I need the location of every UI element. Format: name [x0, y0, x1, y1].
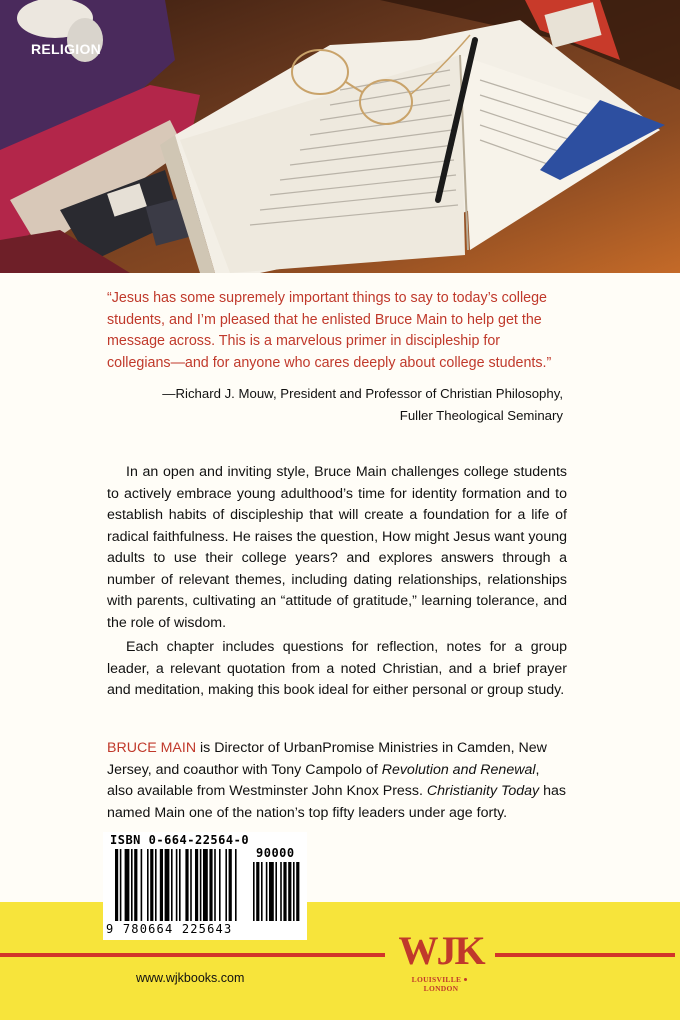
category-label: RELIGION	[31, 41, 102, 57]
city-left: LOUISVILLE	[411, 975, 462, 984]
barcode-bar	[165, 849, 170, 921]
barcode-bar	[147, 849, 149, 921]
barcode-addon-bar	[266, 862, 268, 921]
barcode-bar	[209, 849, 212, 921]
city-right: LONDON	[423, 984, 459, 993]
barcode-addon-bar	[283, 862, 286, 921]
publisher-website[interactable]: www.wjkbooks.com	[136, 971, 245, 985]
endorsement-attribution	[107, 383, 563, 426]
barcode-bar	[185, 849, 188, 921]
barcode-bar	[200, 849, 202, 921]
description-paragraph-1: In an open and inviting style, Bruce Main challenges college students to actively embrace young adulthood’s time for identity formation and to establish habits of discipleship that will create a foundation for a life of radical faithfulness. He raises the question, How might Jesus want young adults to use their college years? and explores answers through a number of relevant themes, including dating relationships, relationships with parents, cultivating an “attitude of gratitude,” learning tolerance, and the role of wisdom.	[107, 464, 567, 631]
red-rule-right	[495, 953, 675, 957]
barcode-bar	[171, 849, 173, 921]
dot-icon	[464, 978, 467, 981]
barcode-bar	[179, 849, 181, 921]
barcode-addon-bar	[253, 862, 255, 921]
barcode-bar	[115, 849, 118, 921]
barcode-addon-bar	[293, 862, 295, 921]
barcode-bar	[176, 849, 178, 921]
isbn-number: ISBN 0-664-22564-0	[110, 833, 250, 847]
red-rule-left	[0, 953, 385, 957]
barcode-bar	[120, 849, 122, 921]
barcode-bar	[229, 849, 232, 921]
book-title: Revolution and Renewal	[381, 761, 536, 778]
logo-mark: WJK	[398, 928, 484, 973]
barcode-bar	[131, 849, 133, 921]
barcode-addon-bar	[280, 862, 282, 921]
bio-text-3: has named Main one of the nation’s top fifty leaders under age forty.	[107, 783, 566, 821]
desk-photo-illustration	[0, 0, 680, 273]
logo-cities	[395, 975, 487, 993]
magazine-title: Christianity Today	[426, 783, 540, 799]
bio-text-1: is Director of UrbanPromise Ministries in Camden, New Jersey, and coauthor with Tony Campolo of	[107, 740, 547, 778]
barcode-bar	[134, 849, 137, 921]
bio-text-2: , also available from Westminster John Knox Press.	[107, 761, 540, 799]
barcode-bar	[141, 849, 143, 921]
barcode-bar	[225, 849, 227, 921]
barcode-bar	[214, 849, 216, 921]
barcode-bar	[125, 849, 130, 921]
barcode-bar	[203, 849, 208, 921]
endorsement-quote: “Jesus has some supremely important things to say to today’s college students, and I’m pleased that he enlisted Bruce Main to help get the message across. This is a marvelous primer in discipleship for collegians—and for anyone who cares deeply about college students.”	[107, 290, 552, 371]
publisher-logo	[389, 929, 493, 995]
isbn-barcode	[103, 832, 307, 940]
barcode-bar	[150, 849, 153, 921]
cover-photo	[0, 0, 680, 273]
barcode-bar	[235, 849, 237, 921]
barcode-bar	[190, 849, 192, 921]
description-paragraph-2: Each chapter includes questions for reflection, notes for a group leader, a relevant quotation from a noted Christian, and a brief prayer and meditation, making this book ideal for either personal or group study.	[107, 639, 567, 698]
attribution-line-2: Fuller Theological Seminary	[399, 407, 563, 423]
barcode-bar	[219, 849, 221, 921]
barcode-addon-bar	[261, 862, 263, 921]
author-name: BRUCE MAIN	[107, 740, 197, 756]
attribution-line-1: —Richard J. Mouw, President and Professor of Christian Philosophy,	[162, 386, 563, 401]
author-bio	[107, 738, 567, 824]
barcode-addon-bar	[269, 862, 274, 921]
barcode-addon-bar	[256, 862, 259, 921]
price-code: 90000	[256, 846, 295, 860]
barcode-bar	[155, 849, 157, 921]
publisher-band	[0, 902, 680, 1020]
ean-digits: 9 780664 225643	[106, 922, 233, 936]
book-description	[107, 462, 567, 705]
barcode-addon-bar	[288, 862, 291, 921]
barcode-addon-bar	[296, 862, 299, 921]
barcode-bar	[195, 849, 198, 921]
barcode-bar	[160, 849, 163, 921]
barcode-addon-bar	[275, 862, 277, 921]
